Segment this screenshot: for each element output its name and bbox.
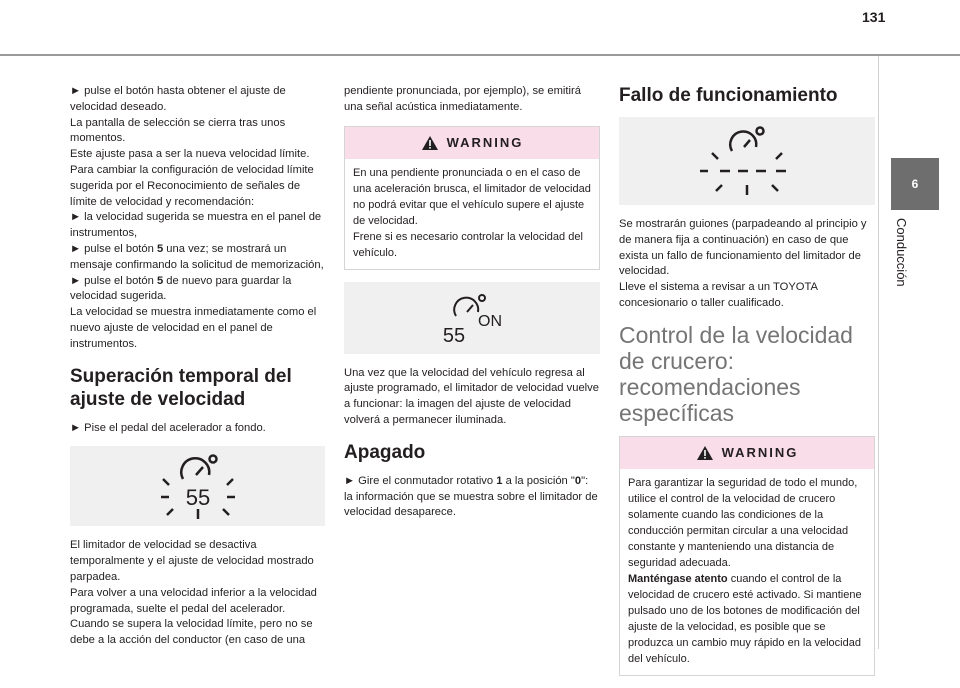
paragraph: ► pulse el botón hasta obtener el ajuste de velocidad deseado. bbox=[70, 85, 286, 113]
paragraph: Para cambiar la configuración de velocidad límite sugerida por el Reconocimiento de señales de límite de velocidad y recomendación: bbox=[70, 163, 314, 208]
paragraph: ► Pise el pedal del acelerador a fondo. bbox=[70, 421, 266, 434]
section-heading-large: Control de la velocidad de crucero: recomendaciones específicas bbox=[619, 321, 853, 426]
paragraph: ► la velocidad sugerida se muestra en el panel de instrumentos, bbox=[70, 211, 322, 240]
paragraph: Lleve el sistema a revisar a un TOYOTA concesionario o taller cualificado. bbox=[619, 281, 818, 309]
paragraph: ► pulse el botón 5 de nuevo para guardar la velocidad sugerida. bbox=[70, 274, 292, 303]
paragraph: Este ajuste pasa a ser la nueva velocidad límite. bbox=[70, 148, 310, 161]
speed-display-image bbox=[70, 446, 325, 526]
speedometer-icon bbox=[153, 451, 243, 521]
svg-text:ON: ON bbox=[478, 312, 502, 330]
warning-text: Para garantizar la seguridad de todo el mundo, utilice el control de la velocidad de crucero solamente cuando las condiciones de la conducción permitan circular a una velocidad constante y manteniendo una distancia de seguridad adecuada. Manténgase atento cuando el control de la velocidad de crucero esté activado. Si mantiene pulsado uno de los botones de modificación del ajuste de la velocidad, es posible que se produzca un cambio muy rápido en la velocidad del vehículo. bbox=[628, 476, 862, 665]
page-number: 131 bbox=[862, 9, 886, 25]
side-rule bbox=[878, 56, 879, 649]
warning-icon bbox=[421, 135, 439, 151]
section-tab[interactable]: 6 bbox=[891, 158, 939, 210]
warning-box bbox=[344, 126, 600, 270]
paragraph: Una vez que la velocidad del vehículo regresa al ajuste programado, el limitador de velocidad vuelve a funcionar: la imagen del ajuste de velocidad volverá a permanecer iluminada. bbox=[344, 366, 599, 426]
speedometer-dashes-icon bbox=[692, 123, 802, 199]
warning-text: En una pendiente pronunciada o en el caso de una aceleración brusca, el limitador de velocidad no podrá evitar que el vehículo supere el ajuste de velocidad. Frene si es necesario controlar la velocidad del vehículo. bbox=[353, 166, 591, 259]
section-heading: Apagado bbox=[344, 441, 426, 463]
section-heading: Fallo de funcionamiento bbox=[619, 85, 838, 106]
paragraph: La velocidad se muestra inmediatamente como el nuevo ajuste de velocidad en el panel de instrumentos. bbox=[70, 306, 317, 350]
column-1 bbox=[70, 84, 325, 649]
speed-on-display-image bbox=[344, 282, 600, 354]
svg-text:55: 55 bbox=[185, 485, 210, 511]
paragraph: El limitador de velocidad se desactiva temporalmente y el ajuste de velocidad mostrado parpadea. bbox=[70, 539, 314, 583]
paragraph: pendiente pronunciada, por ejemplo), se emitirá una señal acústica inmediatamente. bbox=[344, 85, 581, 113]
section-title: Conducción bbox=[894, 218, 909, 287]
top-rule bbox=[0, 54, 960, 56]
section-heading: Superación temporal del ajuste de velocidad bbox=[70, 365, 292, 410]
svg-text:55: 55 bbox=[442, 324, 466, 346]
malfunction-display-image bbox=[619, 117, 875, 205]
paragraph: Para volver a una velocidad inferior a la velocidad programada, suelte el pedal del acelerador. bbox=[70, 586, 317, 615]
warning-header: WARNING bbox=[620, 437, 874, 469]
paragraph: Cuando se supera la velocidad límite, pero no se debe a la acción del conductor (en caso de una bbox=[70, 618, 313, 647]
warning-icon bbox=[696, 445, 714, 461]
paragraph: ► pulse el botón 5 una vez; se mostrará un mensaje confirmando la solicitud de memorización, bbox=[70, 242, 324, 271]
paragraph: la información que se muestra sobre el limitador de velocidad desaparece. bbox=[344, 490, 598, 519]
column-2 bbox=[344, 84, 600, 521]
warning-box bbox=[619, 436, 875, 676]
paragraph: ► Gire el conmutador rotativo 1 a la posición "0": bbox=[344, 474, 589, 487]
speedometer-on-icon bbox=[422, 290, 522, 346]
column-3 bbox=[619, 84, 875, 688]
paragraph: Se mostrarán guiones (parpadeando al principio y de manera fija a continuación) en caso de que exista un fallo de funcionamiento del limitador de velocidad. bbox=[619, 218, 867, 278]
warning-header: WARNING bbox=[345, 127, 599, 159]
paragraph: La pantalla de selección se cierra tras unos momentos. bbox=[70, 116, 286, 145]
